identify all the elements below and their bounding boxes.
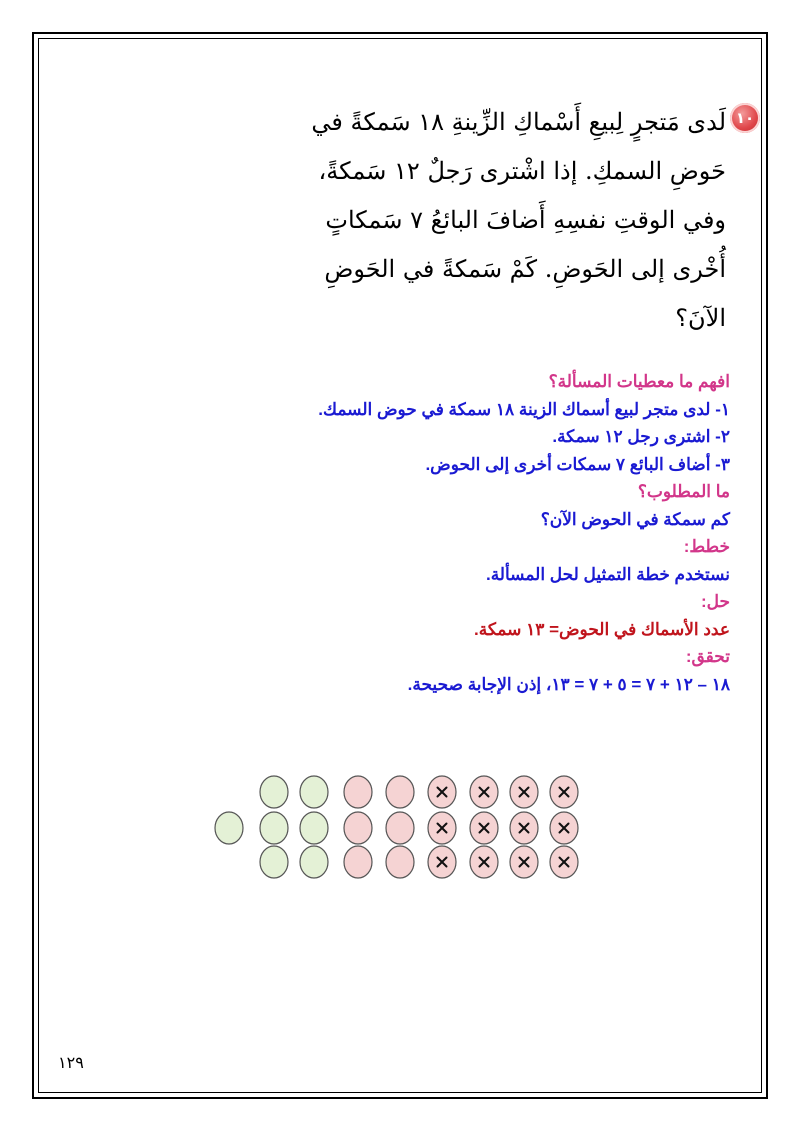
solve-text: عدد الأسماك في الحوض= ١٣ سمكة.	[474, 619, 730, 639]
plan-heading: خطط:	[683, 537, 730, 556]
green-circle	[215, 812, 243, 844]
pink-circle	[344, 812, 372, 844]
solve-heading: حل:	[700, 592, 730, 611]
problem-number-badge: ١٠	[730, 103, 760, 133]
check-text: ١٨ – ١٢ + ٧ = ٥ + ٧ = ١٣، إذن الإجابة صحيحة.	[407, 674, 730, 694]
pink-circle	[386, 846, 414, 878]
pink-circle	[386, 776, 414, 808]
crossed-circle	[510, 846, 538, 878]
crossed-circle	[550, 846, 578, 878]
crossed-circle	[550, 812, 578, 844]
pink-circle	[344, 776, 372, 808]
problem-line: لَدى مَتجرٍ لِبيعِ أَسْماكِ الزِّينةِ ١٨ سَمكةً في	[311, 108, 726, 136]
crossed-circle	[470, 776, 498, 808]
given-item-1: ١- لدى متجر لبيع أسماك الزينة ١٨ سمكة في حوض السمك.	[318, 399, 730, 419]
crossed-circle	[428, 846, 456, 878]
crossed-circle	[470, 812, 498, 844]
check-heading: تحقق:	[685, 647, 730, 666]
plan-text: نستخدم خطة التمثيل لحل المسألة.	[485, 564, 730, 584]
pink-circle	[386, 812, 414, 844]
crossed-circle	[428, 776, 456, 808]
green-circle	[300, 846, 328, 878]
crossed-circle	[428, 812, 456, 844]
pink-circle	[344, 846, 372, 878]
understand-heading: افهم ما معطيات المسألة؟	[548, 372, 730, 391]
problem-line: أُخْرى إلى الحَوضِ. كَمْ سَمكةً في الحَوضِ	[324, 255, 726, 283]
green-circle	[260, 776, 288, 808]
required-heading: ما المطلوب؟	[637, 482, 730, 501]
green-circle	[300, 812, 328, 844]
green-circle	[300, 776, 328, 808]
green-circle	[260, 846, 288, 878]
page-number: ١٢٩	[58, 1053, 84, 1072]
given-item-2: ٢- اشترى رجل ١٢ سمكة.	[552, 427, 730, 446]
crossed-circle	[510, 812, 538, 844]
crossed-circle	[470, 846, 498, 878]
problem-line: وفي الوقتِ نفسِهِ أَضافَ البائعُ ٧ سَمكاتٍ	[325, 206, 726, 234]
problem-line: الآنَ؟	[675, 304, 726, 332]
problem-line: حَوضِ السمكِ. إذا اشْترى رَجلٌ ١٢ سَمكةً،	[318, 157, 726, 185]
crossed-circle	[550, 776, 578, 808]
crossed-circle	[510, 776, 538, 808]
green-circle	[260, 812, 288, 844]
required-text: كم سمكة في الحوض الآن؟	[540, 509, 730, 529]
given-item-3: ٣- أضاف البائع ٧ سمكات أخرى إلى الحوض.	[425, 454, 730, 474]
